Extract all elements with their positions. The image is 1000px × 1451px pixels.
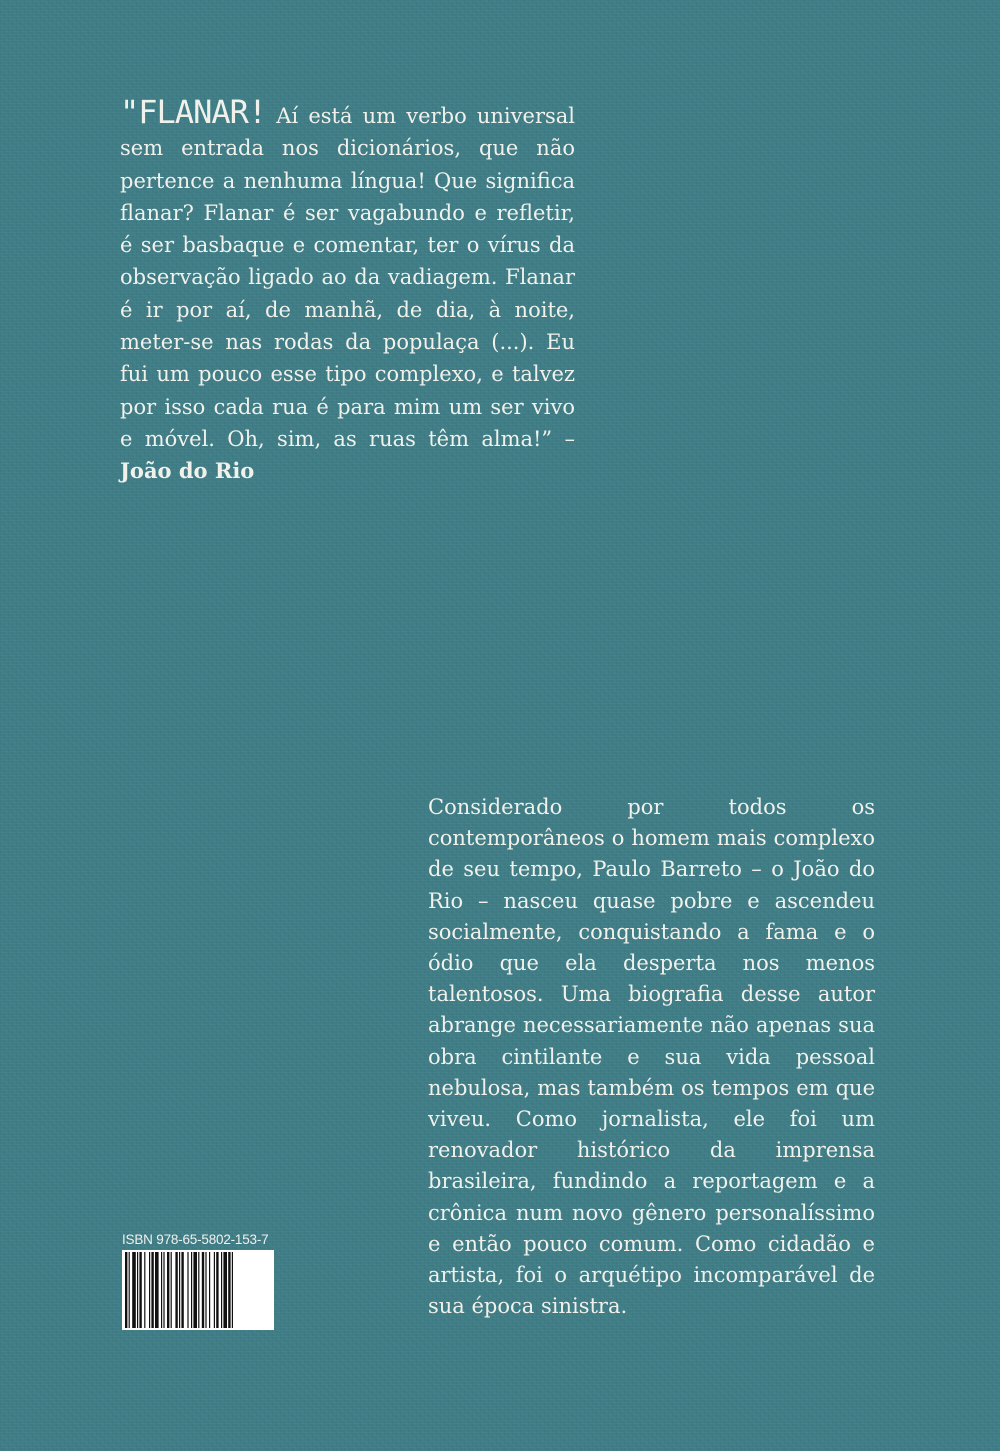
isbn-number: ISBN 978-65-5802-153-7 bbox=[122, 1232, 269, 1247]
barcode-image bbox=[122, 1250, 274, 1330]
quote-author: João do Rio bbox=[120, 458, 255, 484]
quote-lead-word: "FLANAR! bbox=[120, 93, 267, 131]
back-cover-quote bbox=[120, 93, 575, 488]
book-description: Considerado por todos os contemporâneos o homem mais complexo de seu tempo, Paulo Barreto – o João do Rio – nasceu quase pobre e ascendeu socialmente, conquistando a fama e o ódio que ela desperta nos menos talentosos. Uma biografia desse autor abrange necessariamente não apenas sua obra cintilante e sua vida pessoal nebulosa, mas também os tempos em que viveu. Como jornalista, ele foi um renovador histórico da imprensa brasileira, fundindo a reportagem e a crônica num novo gênero personalíssimo e então pouco comum. Como cidadão e artista, foi o arquétipo incomparável de sua época sinistra. bbox=[428, 795, 875, 1319]
quote-body: Aí está um verbo universal sem entrada nos dicionários, que não pertence a nenhuma língua! Que significa flanar? Flanar é ser vagabundo e refletir, é ser basbaque e comentar, ter o vírus da observação ligado ao da vadiagem. Flanar é ir por aí, de manhã, de dia, à noite, meter-se nas rodas da populaça (...). Eu fui um pouco esse tipo complexo, e talvez por isso cada rua é para mim um ser vivo e móvel. Oh, sim, as ruas têm alma!” – bbox=[120, 104, 575, 451]
isbn-block bbox=[122, 1232, 274, 1330]
